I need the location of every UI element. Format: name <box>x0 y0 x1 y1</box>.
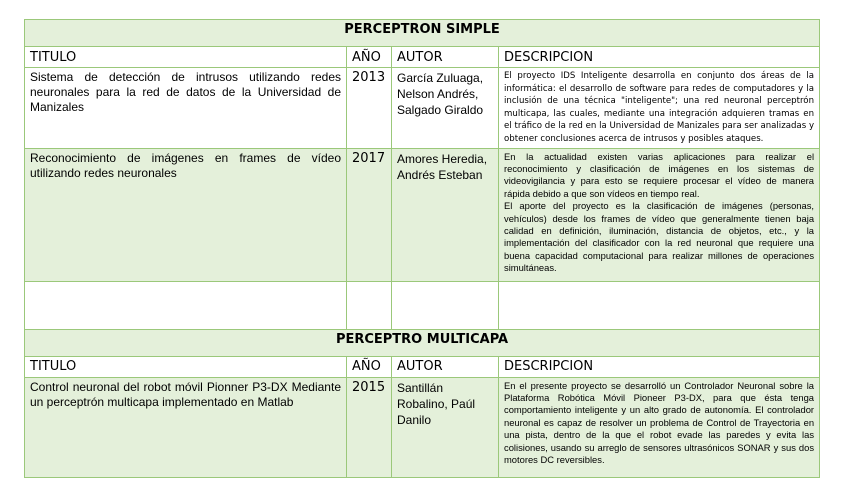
cell-descripcion: En el presente proyecto se desarrolló un Controlador Neuronal sobre la Plataforma Robótica Móvil Pioneer P3-DX, para que ésta tenga comportamiento inteligente y un alto grado de autonomía. El controlador neuronal es capaz de resolver un problema de Control de Trayectoria en una pista, dentro de la que el robot evade las paredes y evita las colisiones, usando su arreglo de sensores ultrasónicos SONAR y sus dos motores DC reversibles. <box>499 377 820 477</box>
table-row <box>25 377 820 477</box>
cell-descripcion: El proyecto IDS Inteligente desarrolla en conjunto dos áreas de la informática: el desarrollo de software para redes de computadores y la inclusión de una técnica "inteligente"; una red neuronal perceptrón multicapa, las cuales, mediante una integración adquieren tramas en el tráfico de la red en la Universidad de Manizales para ser analizadas y obtener conclusiones acerca de intrusos y posibles ataques. <box>499 68 820 149</box>
cell-empty <box>347 281 392 329</box>
header-titulo: TITULO <box>25 356 347 377</box>
cell-anio: 2015 <box>347 377 392 477</box>
header-descripcion: DESCRIPCION <box>499 356 820 377</box>
header-autor: AUTOR <box>392 47 499 68</box>
cell-anio: 2013 <box>347 68 392 149</box>
cell-titulo: Reconocimiento de imágenes en frames de vídeo utilizando redes neuronales <box>25 148 347 281</box>
cell-descripcion <box>499 148 820 281</box>
cell-empty <box>499 281 820 329</box>
cell-autor: Amores Heredia, Andrés Esteban <box>392 148 499 281</box>
header-titulo: TITULO <box>25 47 347 68</box>
empty-row <box>25 281 820 329</box>
section-row-perceptro-multicapa <box>25 329 820 356</box>
cell-autor: Santillán Robalino, Paúl Danilo <box>392 377 499 477</box>
cell-anio: 2017 <box>347 148 392 281</box>
header-row <box>25 47 820 68</box>
cell-titulo: Control neuronal del robot móvil Pionner P3-DX Mediante un perceptrón multicapa implementado en Matlab <box>25 377 347 477</box>
literature-table <box>24 19 820 478</box>
section-title: PERCEPTRO MULTICAPA <box>25 329 820 356</box>
cell-autor: García Zuluaga, Nelson Andrés, Salgado Giraldo <box>392 68 499 149</box>
header-descripcion: DESCRIPCION <box>499 47 820 68</box>
descripcion-paragraph: El aporte del proyecto es la clasificación de imágenes (personas, vehículos) desde los frames de vídeo que generalmente tienen baja calidad en definición, iluminación, distancia de objetos, etc., y la implementación del clasificador con la red neuronal que requiere una buena capacidad computacional para realizar millones de operaciones simultáneas. <box>504 200 815 274</box>
descripcion-paragraph: En la actualidad existen varias aplicaciones para realizar el reconocimiento y clasificación de imágenes en los sistemas de videovigilancia y para esto se requiere procesar el vídeo de manera rápida debido a que son vídeos en tiempo real. <box>504 150 815 199</box>
cell-titulo: Sistema de detección de intrusos utilizando redes neuronales para la red de datos de la Universidad de Manizales <box>25 68 347 149</box>
header-anio: AÑO <box>347 356 392 377</box>
header-row <box>25 356 820 377</box>
table-row <box>25 68 820 149</box>
cell-empty <box>25 281 347 329</box>
table-row <box>25 148 820 281</box>
section-row-perceptron-simple <box>25 20 820 47</box>
cell-empty <box>392 281 499 329</box>
header-autor: AUTOR <box>392 356 499 377</box>
section-title: PERCEPTRON SIMPLE <box>25 20 820 47</box>
header-anio: AÑO <box>347 47 392 68</box>
